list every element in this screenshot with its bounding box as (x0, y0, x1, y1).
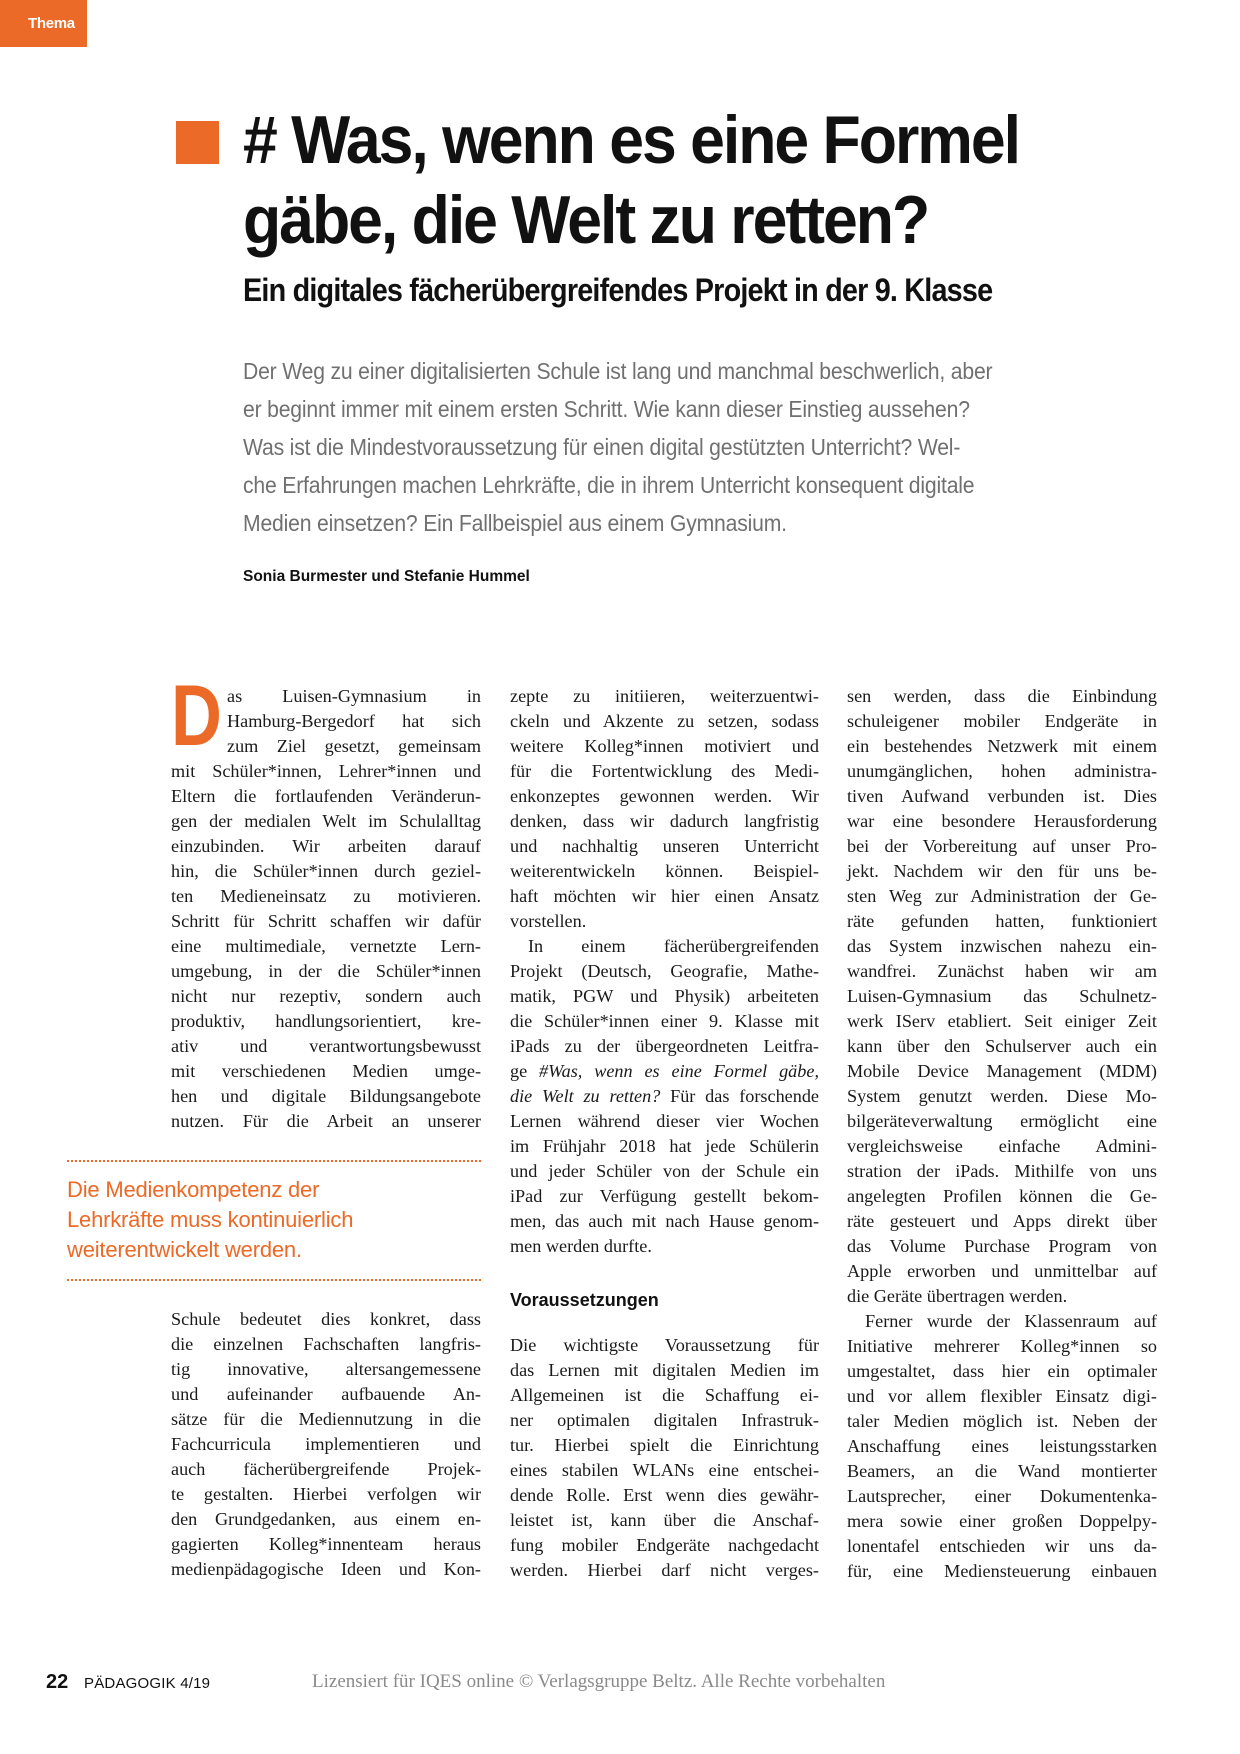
text-line: unumgänglichen, hohen administra- (847, 761, 1157, 781)
text-line: medienpädagogische Ideen und Kon- (171, 1559, 481, 1579)
text-line: die Schüler*innen einer 9. Klasse mit (510, 1011, 819, 1031)
lead-line: Was ist die Mindestvoraussetzung für einen digital gestützten Unterricht? Wel- (243, 434, 961, 460)
text-line: produktiv, handlungsorientiert, kre- (171, 1011, 481, 1031)
text-line: umgestaltet, dass hier ein optimaler (847, 1361, 1157, 1381)
text-line: eine multimediale, vernetzte Lern- (171, 936, 481, 956)
pull-quote-line: weiterentwickelt werden. (67, 1237, 302, 1262)
text-line: bei der Vorbereitung auf unser Pro- (847, 836, 1157, 856)
text-line: Projekt (Deutsch, Geografie, Mathe- (510, 961, 819, 981)
pull-quote-line: Lehrkräfte muss kontinuierlich (67, 1207, 354, 1232)
text-line: hen und digitale Bildungsangebote (171, 1086, 481, 1106)
text-line: men werden durfte. (510, 1236, 652, 1256)
text-line: fung mobiler Endgeräte nachgedacht (510, 1535, 819, 1555)
pull-quote-line: Die Medienkompetenz der (67, 1177, 320, 1202)
pull-quote-divider-bottom (67, 1279, 481, 1281)
text-line: vergleichsweise einfache Admini- (847, 1136, 1157, 1156)
text-line: taler Medien möglich ist. Neben der (847, 1411, 1157, 1431)
text-line: Lautsprecher, einer Dokumentenka- (847, 1486, 1157, 1506)
column-2 (510, 684, 819, 1259)
magazine-issue: PÄDAGOGIK 4/19 (84, 1675, 211, 1692)
text-line: lonentafel entschieden wir uns da- (847, 1536, 1157, 1556)
text-line: tig innovative, altersangemessene (171, 1359, 481, 1379)
text-line: und vor allem flexibler Einsatz digi- (847, 1386, 1157, 1406)
text-line: wandfrei. Zunächst haben wir am (847, 961, 1157, 981)
section-tab (0, 0, 87, 47)
title-line: gäbe, die Welt zu retten? (243, 182, 929, 258)
text-line: leistet ist, kann über die Anschaf- (510, 1510, 819, 1530)
text-line: haft möchten wir hier einen Ansatz (510, 886, 819, 906)
text-line: ten Medieneinsatz zu motivieren. (171, 886, 481, 906)
text-line: Hamburg-Bergedorf hat sich (227, 711, 481, 731)
text-line: das Volume Purchase Program von (847, 1236, 1157, 1256)
text-line: Mobile Device Management (MDM) (847, 1061, 1157, 1081)
text-line: auch fächerübergreifende Projek- (171, 1459, 481, 1479)
text-line: für die Fortentwicklung des Medi- (510, 761, 819, 781)
text-line: Schule bedeutet dies konkret, dass (171, 1309, 481, 1329)
lead-line: che Erfahrungen machen Lehrkräfte, die in ihrem Unterricht konsequent digitale (243, 472, 975, 498)
text-line: werk IServ etabliert. Seit einiger Zeit (847, 1011, 1157, 1031)
text-line: tur. Hierbei spielt die Einrichtung (510, 1435, 819, 1455)
text-line: hin, die Schüler*innen durch geziel- (171, 861, 481, 881)
text-line: ein bestehendes Netzwerk mit einem (847, 736, 1157, 756)
title-line: # Was, wenn es eine Formel (243, 102, 1019, 178)
italic-question: die Welt zu retten? (510, 1086, 661, 1106)
page-number: 22 (46, 1671, 69, 1693)
text-line: schuleigener mobiler Endgeräte in (847, 711, 1157, 731)
text-line: nutzen. Für die Arbeit an unserer (171, 1111, 481, 1131)
text-line: matik, PGW und Physik) arbeiteten (510, 986, 819, 1006)
text-line: weiterentwickeln können. Beispiel- (510, 861, 819, 881)
text-line: sen werden, dass die Einbindung (847, 686, 1157, 706)
text-line: as Luisen-Gymnasium in (227, 686, 481, 706)
text-line: und jeder Schüler von der Schule ein (510, 1161, 819, 1181)
article-authors: Sonia Burmester und Stefanie Hummel (243, 568, 530, 585)
text-line: vorstellen. (510, 911, 587, 931)
text-line: sten Weg zur Administration der Ge- (847, 886, 1157, 906)
pull-quote-divider-top (67, 1160, 481, 1162)
text-line: weitere Kolleg*innen motiviert und (510, 736, 819, 756)
text-line: zum Ziel gesetzt, gemeinsam (227, 736, 481, 756)
text-line: kann über den Schulserver auch ein (847, 1036, 1157, 1056)
text-fragment: ge (510, 1061, 540, 1081)
column-1-top (171, 668, 481, 1134)
text-line: iPads zu der übergeordneten Leitfra- (510, 1036, 819, 1056)
text-line: die einzelnen Fachschaften langfris- (171, 1334, 481, 1354)
text-line: Beamers, an die Wand montierter (847, 1461, 1157, 1481)
text-line: die Geräte übertragen werden. (847, 1286, 1068, 1306)
text-line: ner optimalen digitalen Infrastruk- (510, 1410, 819, 1430)
text-line: Luisen-Gymnasium das Schulnetz- (847, 986, 1157, 1006)
text-line: System genutzt werden. Diese Mo- (847, 1086, 1157, 1106)
text-line: einzubinden. Wir arbeiten darauf (171, 836, 481, 856)
article-title (243, 100, 1126, 260)
text-line: zepte zu initiieren, weiterzuentwi- (510, 686, 819, 706)
lead-line: Der Weg zu einer digitalisierten Schule ist lang und manchmal beschwerlich, aber (243, 358, 993, 384)
text-line: räte gefunden hatten, funktioniert (847, 911, 1157, 931)
text-line: Eltern die fortlaufenden Veränderun- (171, 786, 481, 806)
text-line: ativ und verantwortungsbewusst (171, 1036, 481, 1056)
text-line: ckeln und Akzente zu setzen, sodass (510, 711, 819, 731)
text-line: Schritt für Schritt schaffen wir dafür (171, 911, 481, 931)
section-tab-label: Thema (28, 15, 75, 32)
text-line: sätze für die Mediennutzung in die (171, 1409, 481, 1429)
article-subtitle: Ein digitales fächerübergreifendes Projekt in der 9. Klasse (243, 272, 993, 308)
text-line: denken, dass wir dadurch langfristig (510, 811, 819, 831)
text-line: Anschaffung eines leistungsstarken (847, 1436, 1157, 1456)
column-3 (847, 684, 1157, 1584)
text-line: das Lernen mit digitalen Medien im (510, 1360, 819, 1380)
lead-line: er beginnt immer mit einem ersten Schritt. Wie kann dieser Einstieg aussehen? (243, 396, 970, 422)
text-line: Allgemeinen ist die Schaffung ei- (510, 1385, 819, 1405)
text-line: stration der iPads. Mithilfe von uns (847, 1161, 1157, 1181)
text-line: Ferner wurde der Klassenraum auf (865, 1311, 1157, 1331)
text-line: im Frühjahr 2018 hat jede Schülerin (510, 1136, 819, 1156)
text-line: te gestalten. Hierbei verfolgen wir (171, 1484, 481, 1504)
text-line: mit Schüler*innen, Lehrer*innen und (171, 761, 481, 781)
text-line: gagierten Kolleg*innenteam heraus (171, 1534, 481, 1554)
lead-line: Medien einsetzen? Ein Fallbeispiel aus einem Gymnasium. (243, 510, 787, 536)
text-line: räte gesteuert und Apps direkt über (847, 1211, 1157, 1231)
text-line: Initiative mehrerer Kolleg*innen so (847, 1336, 1157, 1356)
italic-question: #Was, wenn es eine Formel gäbe, (539, 1061, 819, 1081)
text-line: das System inzwischen nahezu ein- (847, 936, 1157, 956)
text-line: Lernen während dieser vier Wochen (510, 1111, 819, 1131)
column-2-section (510, 1333, 819, 1583)
pull-quote (67, 1175, 353, 1265)
text-line: men, das auch mit nach Hause genom- (510, 1211, 819, 1231)
text-line: umgebung, in der die Schüler*innen (171, 961, 481, 981)
text-line: bilgeräteverwaltung ermöglicht eine (847, 1111, 1157, 1131)
text-line: für, eine Mediensteuerung einbauen (847, 1561, 1157, 1581)
text-line: angelegten Profilen können die Ge- (847, 1186, 1157, 1206)
text-line: Fachcurricula implementieren und (171, 1434, 481, 1454)
text-line: iPad zur Verfügung gestellt bekom- (510, 1186, 819, 1206)
text-line: tiven Aufwand verbunden ist. Dies (847, 786, 1157, 806)
section-heading: Voraussetzungen (510, 1290, 659, 1310)
text-line (510, 1059, 819, 1084)
text-line: und aufeinander aufbauende An- (171, 1384, 481, 1404)
text-line: jekt. Nachdem wir den für uns be- (847, 861, 1157, 881)
text-line (510, 1084, 819, 1109)
text-line: nicht nur rezeptiv, sondern auch (171, 986, 481, 1006)
text-line: gen der medialen Welt im Schulalltag (171, 811, 481, 831)
text-line: dende Rolle. Erst wenn dies gewähr- (510, 1485, 819, 1505)
license-notice: Lizensiert für IQES online © Verlagsgruppe Beltz. Alle Rechte vorbehalten (312, 1671, 886, 1692)
text-line: Die wichtigste Voraussetzung für (510, 1335, 819, 1355)
text-line: enkonzeptes gewonnen werden. Wir (510, 786, 819, 806)
text-line: eines stabilen WLANs eine entschei- (510, 1460, 819, 1480)
text-line: In einem fächerübergreifenden (528, 936, 819, 956)
text-line: und nachhaltig unseren Unterricht (510, 836, 819, 856)
text-line: mit verschiedenen Medien umge- (171, 1061, 481, 1081)
text-line: war eine besondere Herausforderung (847, 811, 1157, 831)
drop-cap: D (171, 668, 222, 764)
text-line: Apple erworben und unmittelbar auf (847, 1261, 1157, 1281)
article-lead (243, 352, 1123, 542)
text-fragment: Für das forschende (660, 1086, 819, 1106)
text-line: den Grundgedanken, aus einem en- (171, 1509, 481, 1529)
title-marker-square (176, 121, 219, 164)
text-line: mera sowie einer großen Doppelpy- (847, 1511, 1157, 1531)
text-line: werden. Hierbei darf nicht verges- (510, 1560, 819, 1580)
column-1-bottom (171, 1307, 481, 1582)
